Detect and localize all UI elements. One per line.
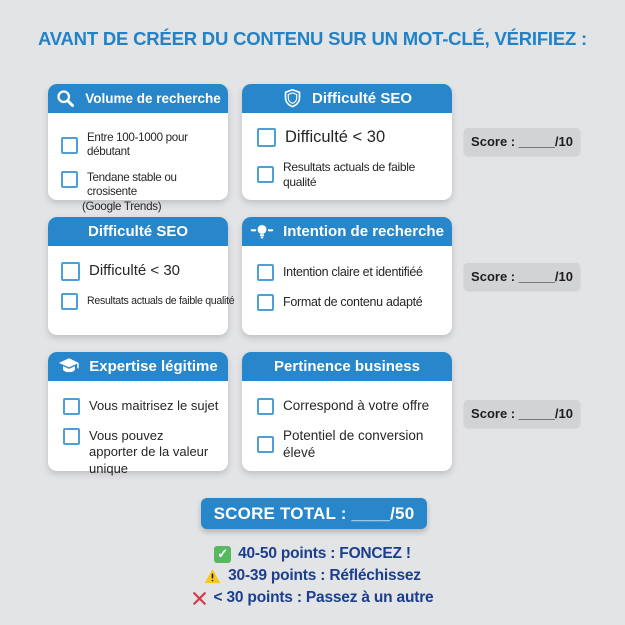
check-item <box>61 171 222 214</box>
checkbox[interactable] <box>257 264 274 281</box>
card-difficulte-seo-1 <box>242 84 452 200</box>
check-item-label: Entre 100-1000 pour débutant <box>87 131 188 159</box>
card-pertinence-business <box>242 352 452 471</box>
card-title: Pertinence business <box>274 358 420 375</box>
score-legend <box>0 545 625 607</box>
magnifier-icon <box>55 88 76 109</box>
check-item-label: Vous maitrisez le sujet <box>89 398 219 414</box>
check-icon <box>214 546 231 563</box>
checkbox[interactable] <box>257 436 274 453</box>
legend-item-skip <box>192 589 434 607</box>
checkbox[interactable] <box>61 262 80 281</box>
check-item-label: Vous pouvez apporter de la valeur unique <box>89 428 209 476</box>
checkbox[interactable] <box>63 428 80 445</box>
card-title: Intention de recherche <box>283 223 444 240</box>
cross-icon <box>192 591 207 606</box>
check-item-label: Potentiel de conversion élevé <box>283 428 424 460</box>
page-title: AVANT DE CRÉER DU CONTENU SUR UN MOT-CLÉ, VÉRIFIEZ : <box>37 28 588 49</box>
card-header <box>48 217 228 246</box>
check-item-label: Resultats actuals de faible qualité <box>283 159 415 189</box>
checkbox[interactable] <box>63 398 80 415</box>
check-item <box>61 262 224 281</box>
check-item <box>257 127 446 148</box>
score-box-2 <box>464 263 580 290</box>
checkbox[interactable] <box>257 128 276 147</box>
card-difficulte-seo-2 <box>48 217 235 335</box>
card-header <box>48 84 228 113</box>
check-item-label: Resultats actuals de faible qualité <box>87 294 235 307</box>
card-intention-de-recherche <box>242 217 452 335</box>
legend-item-think <box>204 567 421 585</box>
score-label: Score : _____/10 <box>471 134 573 149</box>
check-item <box>257 398 446 415</box>
checkbox[interactable] <box>61 293 78 310</box>
score-label: Score : _____/10 <box>471 269 573 284</box>
check-item <box>257 160 446 190</box>
score-total-banner <box>201 498 427 529</box>
bulb-icon <box>250 221 274 243</box>
checkbox[interactable] <box>61 171 78 188</box>
checkbox[interactable] <box>257 398 274 415</box>
check-item <box>257 264 446 281</box>
card-title: Expertise légitime <box>89 358 218 375</box>
score-box-1 <box>464 128 580 155</box>
check-item-label: Format de contenu adapté <box>283 294 423 309</box>
check-item-sublabel: (Google Trends) <box>82 199 162 213</box>
card-header <box>242 217 452 246</box>
checkbox[interactable] <box>257 166 274 183</box>
graduation-cap-icon <box>58 357 80 376</box>
check-item <box>61 293 235 310</box>
score-total-label: SCORE TOTAL : ____/50 <box>213 503 415 523</box>
check-item-label: Difficulté < 30 <box>89 262 181 280</box>
card-title: Difficulté SEO <box>87 223 188 240</box>
legend-item-go <box>214 545 411 563</box>
check-item <box>63 428 222 477</box>
score-label: Score : _____/10 <box>471 406 573 421</box>
checkbox[interactable] <box>61 137 78 154</box>
card-header <box>242 84 452 113</box>
card-header <box>48 352 228 381</box>
card-header <box>242 352 452 381</box>
legend-text: 30-39 points : Réfléchissez <box>228 567 421 584</box>
check-item-label: Difficulté < 30 <box>285 128 386 146</box>
check-item <box>257 428 446 462</box>
check-item <box>257 294 446 311</box>
check-item-label: Intention claire et identifiéé <box>283 264 423 279</box>
shield-icon <box>282 88 303 109</box>
check-item <box>63 398 222 415</box>
warning-icon <box>204 568 221 584</box>
card-title: Difficulté SEO <box>311 90 412 107</box>
checkbox[interactable] <box>257 294 274 311</box>
card-title: Volume de recherche <box>85 91 221 106</box>
check-item-label: Correspond à votre offre <box>283 398 430 414</box>
card-volume-de-recherche <box>48 84 228 213</box>
score-box-3 <box>464 400 580 427</box>
legend-text: < 30 points : Passez à un autre <box>213 589 434 606</box>
legend-text: 40-50 points : FONCEZ ! <box>238 545 411 562</box>
card-expertise-legitime <box>48 352 228 476</box>
check-item <box>61 131 222 160</box>
check-item-label: Tendane stable ou crosisente <box>87 170 177 199</box>
